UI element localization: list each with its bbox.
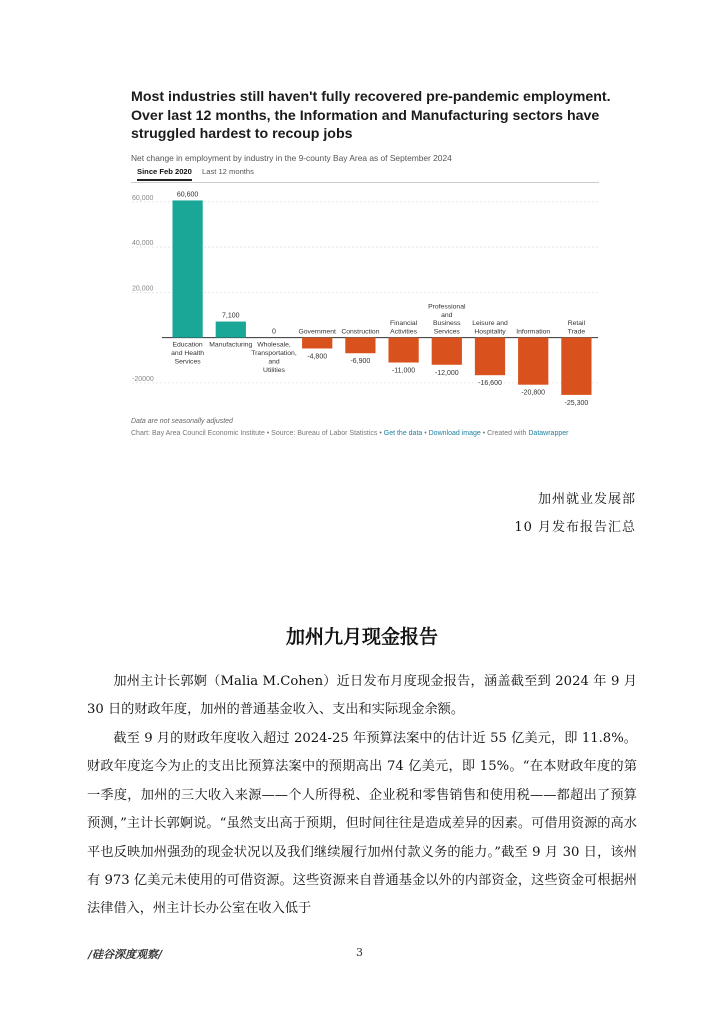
chart-subtitle: Net change in employment by industry in the 9-county Bay Area as of September 2024: [131, 152, 452, 163]
article-paragraph-2: 截至 9 月的财政年度收入超过 2024-25 年预算法案中的估计近 55 亿美元，即 11.8%。财政年度迄今为止的支出比预算法案中的预期高出 74 亿美元，即 15%。“在本财政年度的第一季度，加州的三大收入来源——个人所得税、企业税和零售销售和使用税——都超出了预算预测，”主计长郭婀说。“虽然支出高于预期，但时间往往是造成差异的因素。可借用资源的高水平也反映加州强劲的现金状况以及我们继续履行加州付款义务的能力。”截至 9 月 30 日，该州有 973 亿美元未使用的可借资源。这些资源来自普通基金以外的内部资金，这些资金可根据州法律借入，州主计长办公室在收入低于: [87, 731, 637, 917]
article-title: 加州九月现金报告: [285, 626, 438, 648]
category-label: Financial: [389, 320, 418, 328]
value-label: -11,000: [391, 367, 416, 375]
category-label: Manufacturing: [209, 341, 253, 349]
category-label: Information: [516, 328, 551, 336]
footer-brand: /硅谷深度观察/: [88, 948, 163, 961]
category-label: Education: [172, 341, 203, 349]
source-prefix: Chart: Bay Area Council Economic Institute • Source: Bureau of Labor Statistics •: [131, 430, 384, 437]
category-label: Activities: [390, 328, 418, 336]
value-label: 60,600: [176, 191, 199, 199]
chart-note: Data are not seasonally adjusted: [131, 418, 233, 425]
bar: [216, 322, 246, 338]
category-label: and: [441, 311, 453, 319]
download-image-link[interactable]: Download image: [428, 430, 481, 437]
value-label: -12,000: [434, 369, 459, 377]
tab-since-feb-2020[interactable]: Since Feb 2020: [137, 167, 192, 181]
source-separator: •: [422, 430, 429, 437]
y-tick-label: 40,000: [132, 240, 154, 248]
category-label: Wholesale,: [257, 341, 291, 349]
get-data-link[interactable]: Get the data: [383, 430, 423, 437]
bar: [345, 338, 375, 354]
value-label: -4,800: [307, 353, 328, 361]
bar: [388, 338, 418, 363]
value-label: -20,800: [521, 389, 546, 397]
bar: [172, 200, 202, 337]
signature-org: 加州就业发展部: [537, 492, 636, 507]
category-label: Services: [174, 358, 201, 366]
y-tick-label: -20000: [132, 375, 154, 383]
category-label: Transportation,: [251, 350, 297, 358]
chart-header: [131, 88, 611, 163]
category-label: Retail: [567, 320, 586, 328]
chart-tabs: [131, 164, 599, 183]
category-label: and: [268, 358, 280, 366]
value-label: 0: [272, 328, 276, 336]
value-label: -16,600: [478, 380, 502, 388]
category-label: Trade: [567, 328, 586, 336]
datawrapper-link[interactable]: Datawrapper: [528, 430, 569, 437]
category-label: Leisure and: [472, 320, 508, 328]
bar: [475, 338, 505, 376]
article-paragraph-1: 加州主计长郭婀（Malia M.Cohen）近日发布月度现金报告，涵盖截至到 2024 年 9 月 30 日的财政年度，加州的普通基金收入、支出和实际现金余额。: [87, 674, 637, 718]
category-label: Business: [433, 320, 461, 328]
category-label: Professional: [428, 303, 466, 311]
bar-chart: [128, 183, 608, 413]
value-label: -6,900: [350, 358, 371, 366]
y-tick-label: 60,000: [132, 194, 154, 202]
bar: [561, 338, 591, 395]
chart-title: Most industries still haven't fully recovered pre-pandemic employment. Over last 12 months, the Information and Manufacturing sectors have struggled hardest to recoup jobs: [131, 89, 611, 142]
chart-source: [131, 430, 568, 437]
source-created: • Created with: [480, 430, 529, 437]
value-label: 7,100: [222, 312, 240, 320]
bar: [432, 338, 462, 365]
category-label: Government: [298, 328, 336, 336]
y-tick-label: 20,000: [132, 285, 154, 293]
page-number: 3: [356, 946, 363, 959]
category-label: Hospitality: [474, 328, 506, 336]
category-label: Services: [433, 328, 460, 336]
value-label: -25,300: [564, 399, 589, 407]
bar: [302, 338, 332, 349]
category-label: Utilities: [263, 366, 285, 374]
signature-summary: 10 月发布报告汇总: [514, 520, 636, 535]
bar: [518, 338, 548, 385]
tab-last-12-months[interactable]: Last 12 months: [202, 167, 254, 176]
category-label: and Health: [171, 350, 205, 358]
category-label: Construction: [341, 328, 380, 336]
